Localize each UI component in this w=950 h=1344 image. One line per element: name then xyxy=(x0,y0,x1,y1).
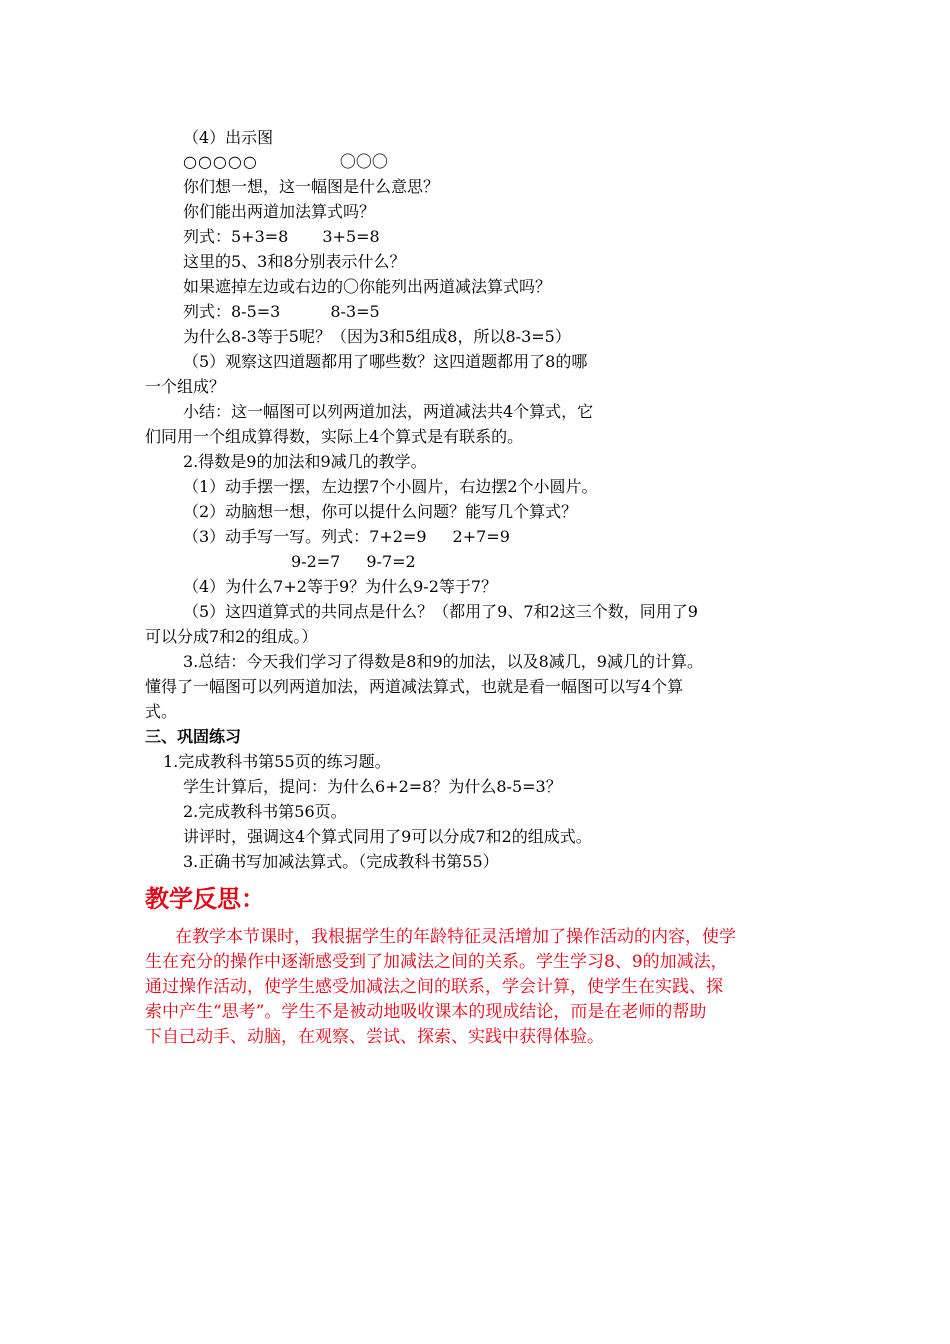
summary-line-1: 小结：这一幅图可以列两道加法，两道减法共4个算式，它 xyxy=(183,402,594,421)
step-3-equation-3: 9-2=7 xyxy=(291,552,341,571)
conclusion-line-1: 3.总结：今天我们学习了得数是8和9的加法，以及8减几，9减几的计算。 xyxy=(183,652,703,671)
step-3-equation-2: 2+7=9 xyxy=(452,527,510,546)
question-numbers: 这里的5、3和8分别表示什么？ xyxy=(183,252,406,271)
reflection-line-5: 下自己动手、动脑，在观察、尝试、探索、实践中获得体验。 xyxy=(145,1027,604,1047)
reflection-line-4: 索中产生“思考”。学生不是被动地吸收课本的现成结论，而是在老师的帮助 xyxy=(145,1002,707,1022)
addition-equations xyxy=(183,225,380,249)
addition-equation-1: 列式：5+3=8 xyxy=(183,227,289,246)
dots-left: ○○○○○ xyxy=(183,152,258,171)
conclusion-line-2: 懂得了一幅图可以列两道加法，两道减法算式，也就是看一幅图可以写4个算 xyxy=(145,677,684,696)
summary-line-2: 们同用一个组成算得数，实际上4个算式是有联系的。 xyxy=(145,427,524,446)
addition-equation-2: 3+5=8 xyxy=(322,227,380,246)
reflection-heading: 教学反思： xyxy=(145,884,265,913)
subtraction-equation-2: 8-3=5 xyxy=(330,302,380,321)
step-3-equation-1: （3）动手写一写。列式：7+2=9 xyxy=(183,527,427,546)
question-cover: 如果遮掉左边或右边的〇你能列出两道减法算式吗？ xyxy=(183,277,552,296)
dots-illustration xyxy=(183,150,388,174)
dots-right: 〇〇〇 xyxy=(339,152,388,171)
section-5-line-1: （5）观察这四道题都用了哪些数？这四道题都用了8的哪 xyxy=(183,352,588,371)
exercise-1-followup: 学生计算后，提问：为什么6+2=8？为什么8-5=3？ xyxy=(183,777,562,796)
part-2-title: 2.得数是9的加法和9减几的教学。 xyxy=(183,452,427,471)
question-two-additions: 你们能出两道加法算式吗？ xyxy=(183,202,376,221)
part-2-step-5-line-2: 可以分成7和2的组成。） xyxy=(145,627,318,646)
reflection-line-1: 在教学本节课时，我根据学生的年龄特征灵活增加了操作活动的内容，使学 xyxy=(175,927,736,947)
part-2-step-5-line-1: （5）这四道算式的共同点是什么？（都用了9、7和2这三个数，同用了9 xyxy=(183,602,698,621)
part-2-step-4: （4）为什么7+2等于9？为什么9-2等于7？ xyxy=(183,577,498,596)
section-4-title: （4）出示图 xyxy=(183,128,274,147)
question-meaning: 你们想一想，这一幅图是什么意思？ xyxy=(183,177,440,196)
conclusion-line-3: 式。 xyxy=(145,702,178,721)
subtraction-equation-1: 列式：8-5=3 xyxy=(183,302,281,321)
part-2-step-3 xyxy=(183,525,510,549)
reflection-line-2: 生在充分的操作中逐渐感受到了加减法之间的关系。学生学习8、9的加减法， xyxy=(145,952,728,972)
part-2-step-3-subtractions xyxy=(291,550,416,574)
exercise-3: 3.正确书写加减法算式。（完成教科书第55） xyxy=(183,852,499,871)
part-2-step-2: （2）动脑想一想，你可以提什么问题？能写几个算式？ xyxy=(183,502,578,521)
exercise-1: 1.完成教科书第55页的练习题。 xyxy=(163,752,391,771)
step-3-equation-4: 9-7=2 xyxy=(366,552,416,571)
question-why: 为什么8-3等于5呢？（因为3和5组成8，所以8-3=5） xyxy=(183,327,571,346)
exercise-2-followup: 讲评时，强调这4个算式同用了9可以分成7和2的组成式。 xyxy=(183,827,592,846)
part-2-step-1: （1）动手摆一摆，左边摆7个小圆片，右边摆2个小圆片。 xyxy=(183,477,598,496)
reflection-line-3: 通过操作活动，使学生感受加减法之间的联系，学会计算，使学生在实践、探 xyxy=(145,977,723,997)
exercise-2: 2.完成教科书第56页。 xyxy=(183,802,347,821)
section-5-line-2: 一个组成？ xyxy=(145,377,226,396)
subtraction-equations xyxy=(183,300,380,324)
section-3-heading: 三、巩固练习 xyxy=(145,727,242,746)
